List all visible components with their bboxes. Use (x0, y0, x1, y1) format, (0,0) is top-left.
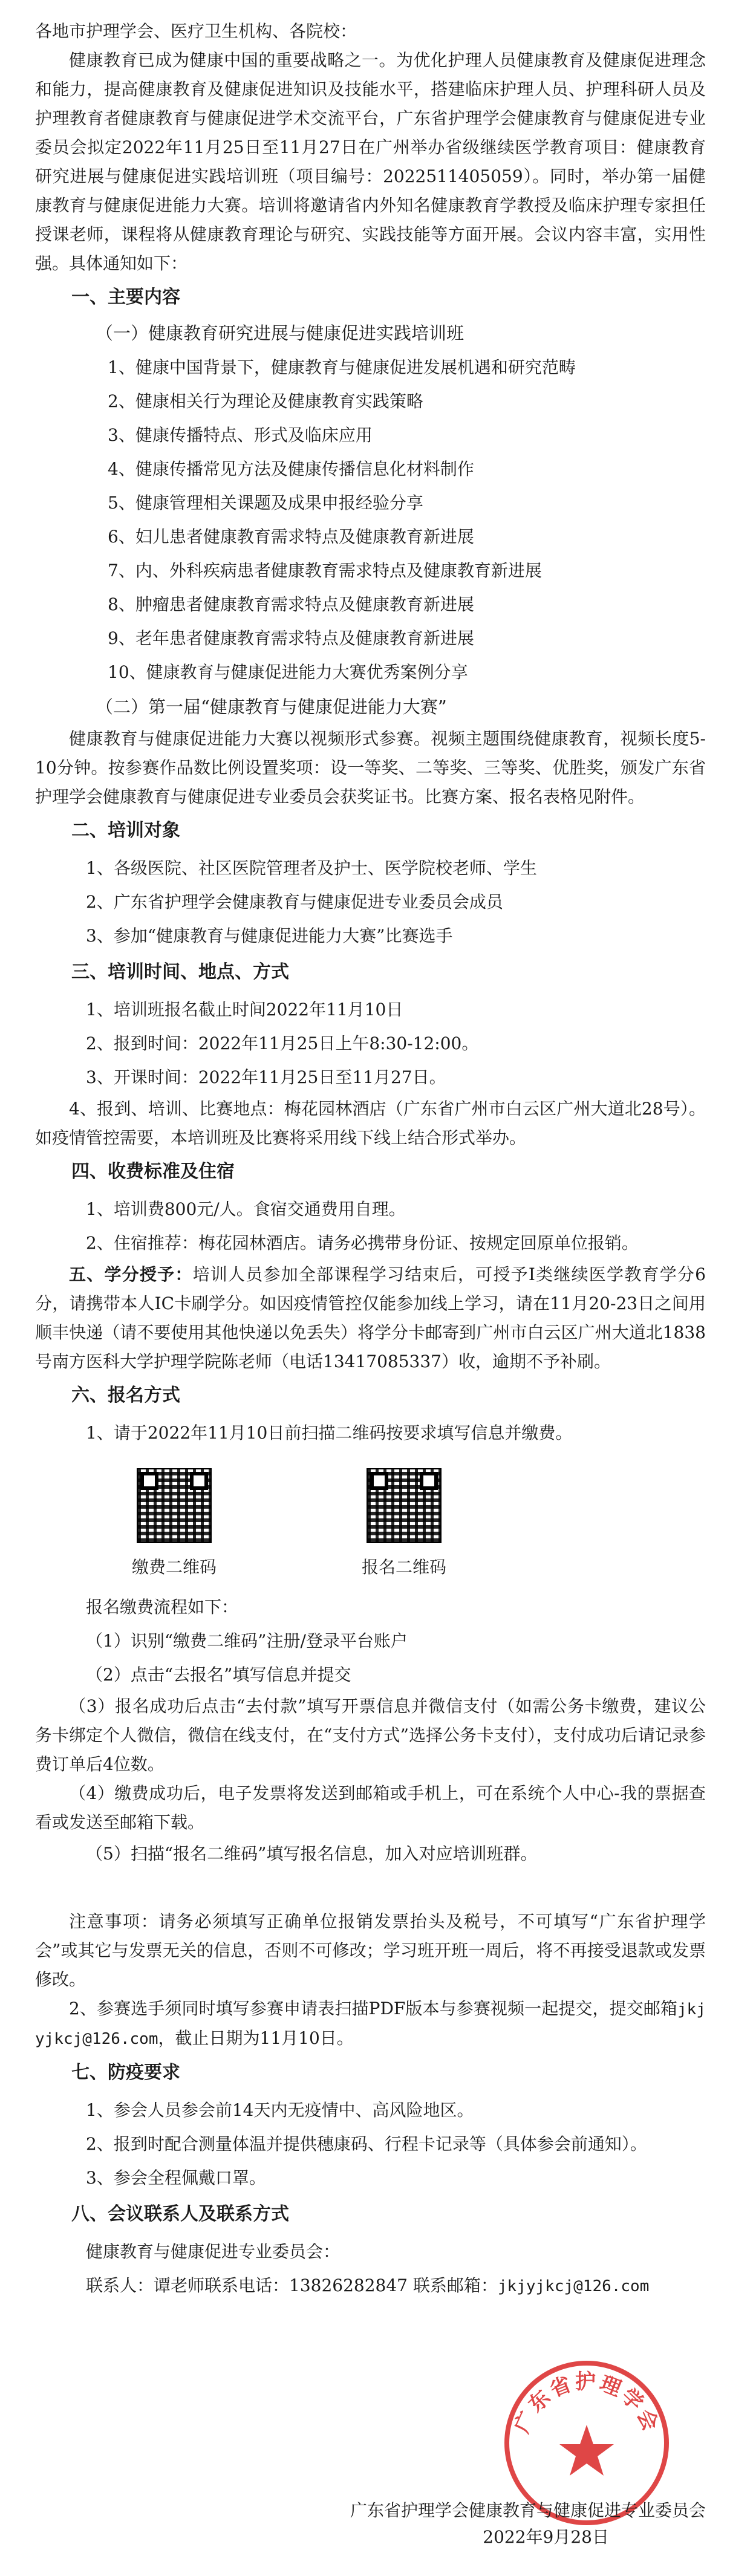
contact-phone[interactable]: 13826282847 (289, 2275, 408, 2295)
list-item: 2、住宿推荐：梅花园林酒店。请务必携带身份证、按规定回原单位报销。 (86, 1233, 639, 1253)
list-item: 3、健康传播特点、形式及临床应用 (108, 425, 373, 445)
section7-title: 七、防疫要求 (71, 2062, 180, 2083)
venue-paragraph: 4、报到、培训、比赛地点：梅花园林酒店（广东省广州市白云区广州大道北28号）。如疫情管控需要，本培训班及比赛将采用线下线上结合形式举办。 (35, 1099, 706, 1148)
list-item: 7、内、外科疾病患者健康教育需求特点及健康教育新进展 (108, 561, 542, 581)
section3-title: 三、培训时间、地点、方式 (71, 961, 289, 983)
flow-step: （3）报名成功后点击“去付款”填写开票信息并微信支付（如需公务卡缴费，建议公务卡绑定个人微信，微信在线支付，在“支付方式”选择公务卡支付），支付成功后请记录参费订单后4位数。 (35, 1696, 706, 1774)
seal-star (559, 2425, 614, 2476)
section4-title: 四、收费标准及住宿 (71, 1161, 235, 1182)
list-item: 2、报到时间：2022年11月25日上午8:30-12:00。 (86, 1033, 479, 1053)
section5-title: 五、学分授予： (69, 1264, 193, 1284)
credit-paragraph (35, 1260, 706, 1376)
flow-step: （5）扫描“报名二维码”填写报名信息，加入对应培训班群。 (86, 1844, 538, 1864)
list-item: 6、妇儿患者健康教育需求特点及健康教育新进展 (108, 527, 474, 547)
list-item: 10、健康教育与健康促进能力大赛优秀案例分享 (108, 662, 468, 682)
list-item: 8、肿瘤患者健康教育需求特点及健康教育新进展 (108, 594, 474, 614)
submission-text: 2、参赛选手须同时填写参赛申请表扫描PDF版本与参赛视频一起提交，提交邮箱 (69, 1999, 678, 2018)
list-item: 3、开课时间：2022年11月25日至11月27日。 (86, 1067, 446, 1087)
contest-paragraph: 健康教育与健康促进能力大赛以视频形式参赛。视频主题围绕健康教育，视频长度5-10分钟。按参赛作品数比例设置奖项：设一等奖、二等奖、三等奖、优胜奖，颁发广东省护理学会健康教育与健康促进专业委员会获奖证书。比赛方案、报名表格见附件。 (35, 729, 706, 807)
section1-sub1: （一）健康教育研究进展与健康促进实践培训班 (96, 323, 464, 343)
greeting: 各地市护理学会、医疗卫生机构、各院校： (35, 21, 357, 41)
list-item: 1、各级医院、社区医院管理者及护士、医学院校老师、学生 (86, 858, 537, 878)
list-item: 2、广东省护理学会健康教育与健康促进专业委员会成员 (86, 892, 503, 912)
submission-deadline: ，截止日期为11月10日。 (158, 2028, 354, 2048)
list-item: 1、健康中国背景下，健康教育与健康促进发展机遇和研究范畴 (108, 357, 576, 377)
contact-line (86, 2269, 706, 2303)
intro-paragraph: 健康教育已成为健康中国的重要战略之一。为优化护理人员健康教育及健康促进理念和能力，提高健康教育及健康促进知识及技能水平，搭建临床护理人员、护理科研人员及护理教育者健康教育与健康促进学术交流平台，广东省护理学会健康教育与健康促进专业委员会拟定2022年11月25日至11月27日在广州举办省级继续医学教育项目：健康教育研究进展与健康促进实践培训班（项目编号：2022511405059）。同时，举办第一届健康教育与健康促进能力大赛。培训将邀请省内外知名健康教育学教授及临床护理专家担任授课老师，课程将从健康教育理论与研究、实践技能等方面开展。会议内容丰富，实用性强。具体通知如下： (35, 50, 706, 273)
flow-step: （4）缴费成功后，电子发票将发送到邮箱或手机上，可在系统个人中心-我的票据查看或发送至邮箱下载。 (35, 1783, 706, 1832)
list-item: 1、培训费800元/人。食宿交通费用自理。 (86, 1199, 406, 1219)
list-item: 3、参加“健康教育与健康促进能力大赛”比赛选手 (86, 926, 453, 946)
attention-note: 注意事项：请务必须填写正确单位报销发票抬头及税号，不可填写“广东省护理学会”或其它与发票无关的信息，否则不可修改；学习班开班一周后，将不再接受退款或发票修改。 (35, 1911, 706, 1989)
list-item: 4、健康传播常见方法及健康传播信息化材料制作 (108, 459, 474, 479)
section1-title: 一、主要内容 (71, 287, 180, 308)
registration-qr[interactable] (362, 1468, 446, 1578)
email-link[interactable]: jkjyjkcj@126.com (35, 2000, 706, 2048)
email-label: 联系邮箱： (412, 2275, 498, 2295)
list-item: 3、参会全程佩戴口罩。 (86, 2168, 266, 2188)
contact-email[interactable]: jkjyjkcj@126.com (497, 2277, 650, 2295)
section6-title: 六、报名方式 (71, 1385, 180, 1406)
signature-org: 广东省护理学会健康教育与健康促进专业委员会 (350, 2500, 706, 2520)
section1-sub2: （二）第一届“健康教育与健康促进能力大赛” (96, 697, 447, 717)
flow-step: （2）点击“去报名”填写信息并提交 (86, 1665, 351, 1685)
section2-title: 二、培训对象 (71, 820, 180, 841)
list-item: 1、培训班报名截止时间2022年11月10日 (86, 1000, 403, 1020)
list-item: 1、请于2022年11月10日前扫描二维码按要求填写信息并缴费。 (86, 1423, 573, 1443)
flow-title: 报名缴费流程如下： (86, 1597, 239, 1617)
list-item: 9、老年患者健康教育需求特点及健康教育新进展 (108, 628, 474, 648)
qr-label: 缴费二维码 (132, 1557, 217, 1577)
contact-prefix: 联系人：谭老师联系电话： (86, 2275, 290, 2295)
credit-text: 培训人员参加全部课程学习结束后，可授予I类继续医学教育学分6分，请携带本人IC卡刷学分。如因疫情管控仅能参加线上学习，请在11月20-23日之间用顺丰快递（请不要使用其他快递以免丢失）将学分卡邮寄到广州市白云区广州大道北1838号南方医科大学护理学院陈老师（电话13417085337）收，逾期不予补刷。 (35, 1264, 706, 1371)
list-item: 2、健康相关行为理论及健康教育实践策略 (108, 391, 423, 411)
list-item: 2、报到时配合测量体温并提供穗康码、行程卡记录等（具体参会前通知）。 (86, 2134, 647, 2154)
contact-org: 健康教育与健康促进专业委员会： (86, 2242, 341, 2262)
seal-arc-text: 广东省护理学会 (509, 2370, 664, 2437)
signature-date: 2022年9月28日 (483, 2527, 609, 2547)
list-item: 5、健康管理相关课题及成果申报经验分享 (108, 493, 423, 513)
payment-qr[interactable] (132, 1468, 217, 1578)
section8-title: 八、会议联系人及联系方式 (71, 2204, 289, 2225)
qr-label: 报名二维码 (362, 1557, 447, 1577)
signature-block (350, 2497, 706, 2551)
qr-code-icon[interactable] (137, 1468, 212, 1543)
qr-code-icon[interactable] (367, 1468, 442, 1543)
flow-step: （1）识别“缴费二维码”注册/登录平台账户 (86, 1631, 408, 1651)
qr-code-row (132, 1468, 706, 1578)
submission-paragraph (35, 1994, 706, 2054)
list-item: 1、参会人员参会前14天内无疫情中、高风险地区。 (86, 2100, 474, 2120)
